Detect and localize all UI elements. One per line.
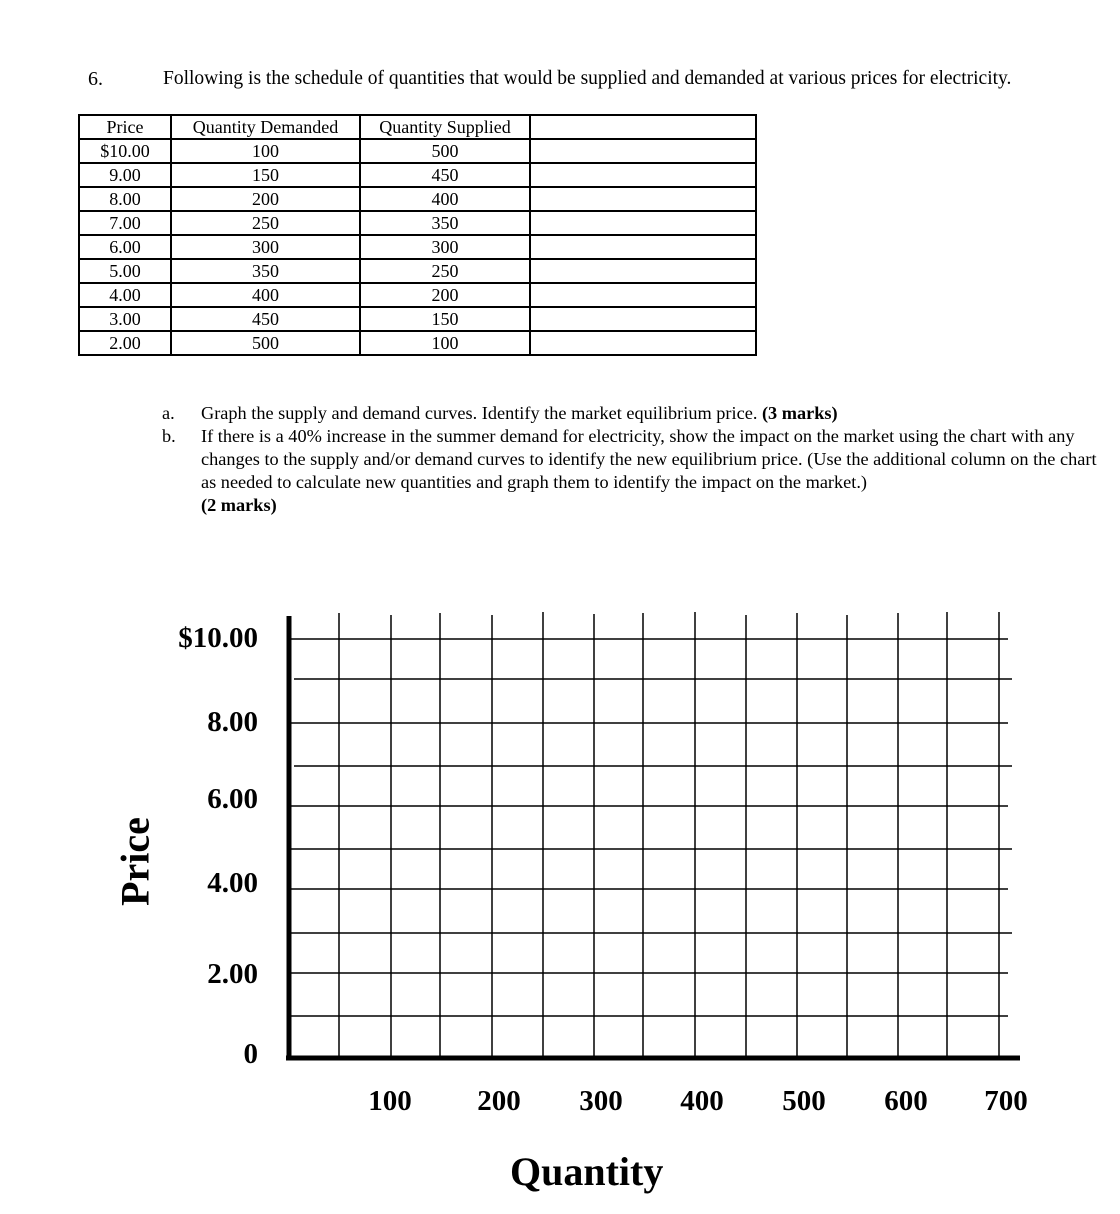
cell-price: 4.00 bbox=[79, 283, 171, 307]
x-tick-600: 600 bbox=[884, 1085, 928, 1117]
cell-quantity-demanded: 400 bbox=[171, 283, 360, 307]
x-tick-200: 200 bbox=[477, 1085, 521, 1117]
x-tick-300: 300 bbox=[579, 1085, 623, 1117]
cell-quantity-supplied: 100 bbox=[360, 331, 530, 355]
x-tick-700: 700 bbox=[984, 1085, 1028, 1117]
cell-quantity-supplied: 150 bbox=[360, 307, 530, 331]
x-tick-100: 100 bbox=[368, 1085, 412, 1117]
cell-quantity-demanded: 200 bbox=[171, 187, 360, 211]
cell-price: 9.00 bbox=[79, 163, 171, 187]
y-tick-6: 6.00 bbox=[207, 783, 258, 815]
x-axis-label: Quantity bbox=[510, 1149, 664, 1194]
x-tick-500: 500 bbox=[782, 1085, 826, 1117]
x-tick-400: 400 bbox=[680, 1085, 724, 1117]
y-axis-label: Price bbox=[112, 817, 158, 906]
cell-quantity-supplied: 400 bbox=[360, 187, 530, 211]
y-tick-8: 8.00 bbox=[207, 706, 258, 738]
cell-price: 6.00 bbox=[79, 235, 171, 259]
cell-quantity-demanded: 300 bbox=[171, 235, 360, 259]
header-quantity-demanded: Quantity Demanded bbox=[171, 115, 360, 139]
part-b-text: If there is a 40% increase in the summer demand for electricity, show the impact on the market using the chart with any changes to the supply and/or demand curves to identify the new equilibrium price. (Use the additional column on the chart as needed to calculate new quantities and graph them to identify the impact on the market.) bbox=[201, 426, 1097, 492]
cell-price: $10.00 bbox=[79, 139, 171, 163]
cell-quantity-demanded: 250 bbox=[171, 211, 360, 235]
cell-quantity-supplied: 500 bbox=[360, 139, 530, 163]
y-tick-0: 0 bbox=[243, 1038, 258, 1070]
cell-quantity-supplied: 450 bbox=[360, 163, 530, 187]
cell-quantity-supplied: 350 bbox=[360, 211, 530, 235]
question-intro: Following is the schedule of quantities that would be supplied and demanded at various prices for electricity. bbox=[163, 68, 1012, 89]
cell-price: 7.00 bbox=[79, 211, 171, 235]
cell-quantity-demanded: 450 bbox=[171, 307, 360, 331]
cell-price: 2.00 bbox=[79, 331, 171, 355]
header-price: Price bbox=[79, 115, 171, 139]
cell-price: 8.00 bbox=[79, 187, 171, 211]
header-quantity-supplied: Quantity Supplied bbox=[360, 115, 530, 139]
part-a-marks: (3 marks) bbox=[761, 403, 838, 423]
part-a-label: a. bbox=[162, 403, 175, 423]
cell-quantity-demanded: 150 bbox=[171, 163, 360, 187]
question-number: 6. bbox=[88, 68, 103, 90]
cell-quantity-supplied: 250 bbox=[360, 259, 530, 283]
cell-quantity-supplied: 300 bbox=[360, 235, 530, 259]
cell-quantity-supplied: 200 bbox=[360, 283, 530, 307]
cell-quantity-demanded: 500 bbox=[171, 331, 360, 355]
y-tick-2: 2.00 bbox=[207, 958, 258, 990]
cell-quantity-demanded: 100 bbox=[171, 139, 360, 163]
y-tick-4: 4.00 bbox=[207, 867, 258, 899]
part-a-text: Graph the supply and demand curves. Identify the market equilibrium price. bbox=[201, 403, 762, 423]
cell-quantity-demanded: 350 bbox=[171, 259, 360, 283]
part-b-marks: (2 marks) bbox=[201, 495, 277, 515]
cell-price: 3.00 bbox=[79, 307, 171, 331]
y-tick-10: $10.00 bbox=[178, 622, 258, 654]
part-b-label: b. bbox=[162, 426, 176, 446]
cell-price: 5.00 bbox=[79, 259, 171, 283]
